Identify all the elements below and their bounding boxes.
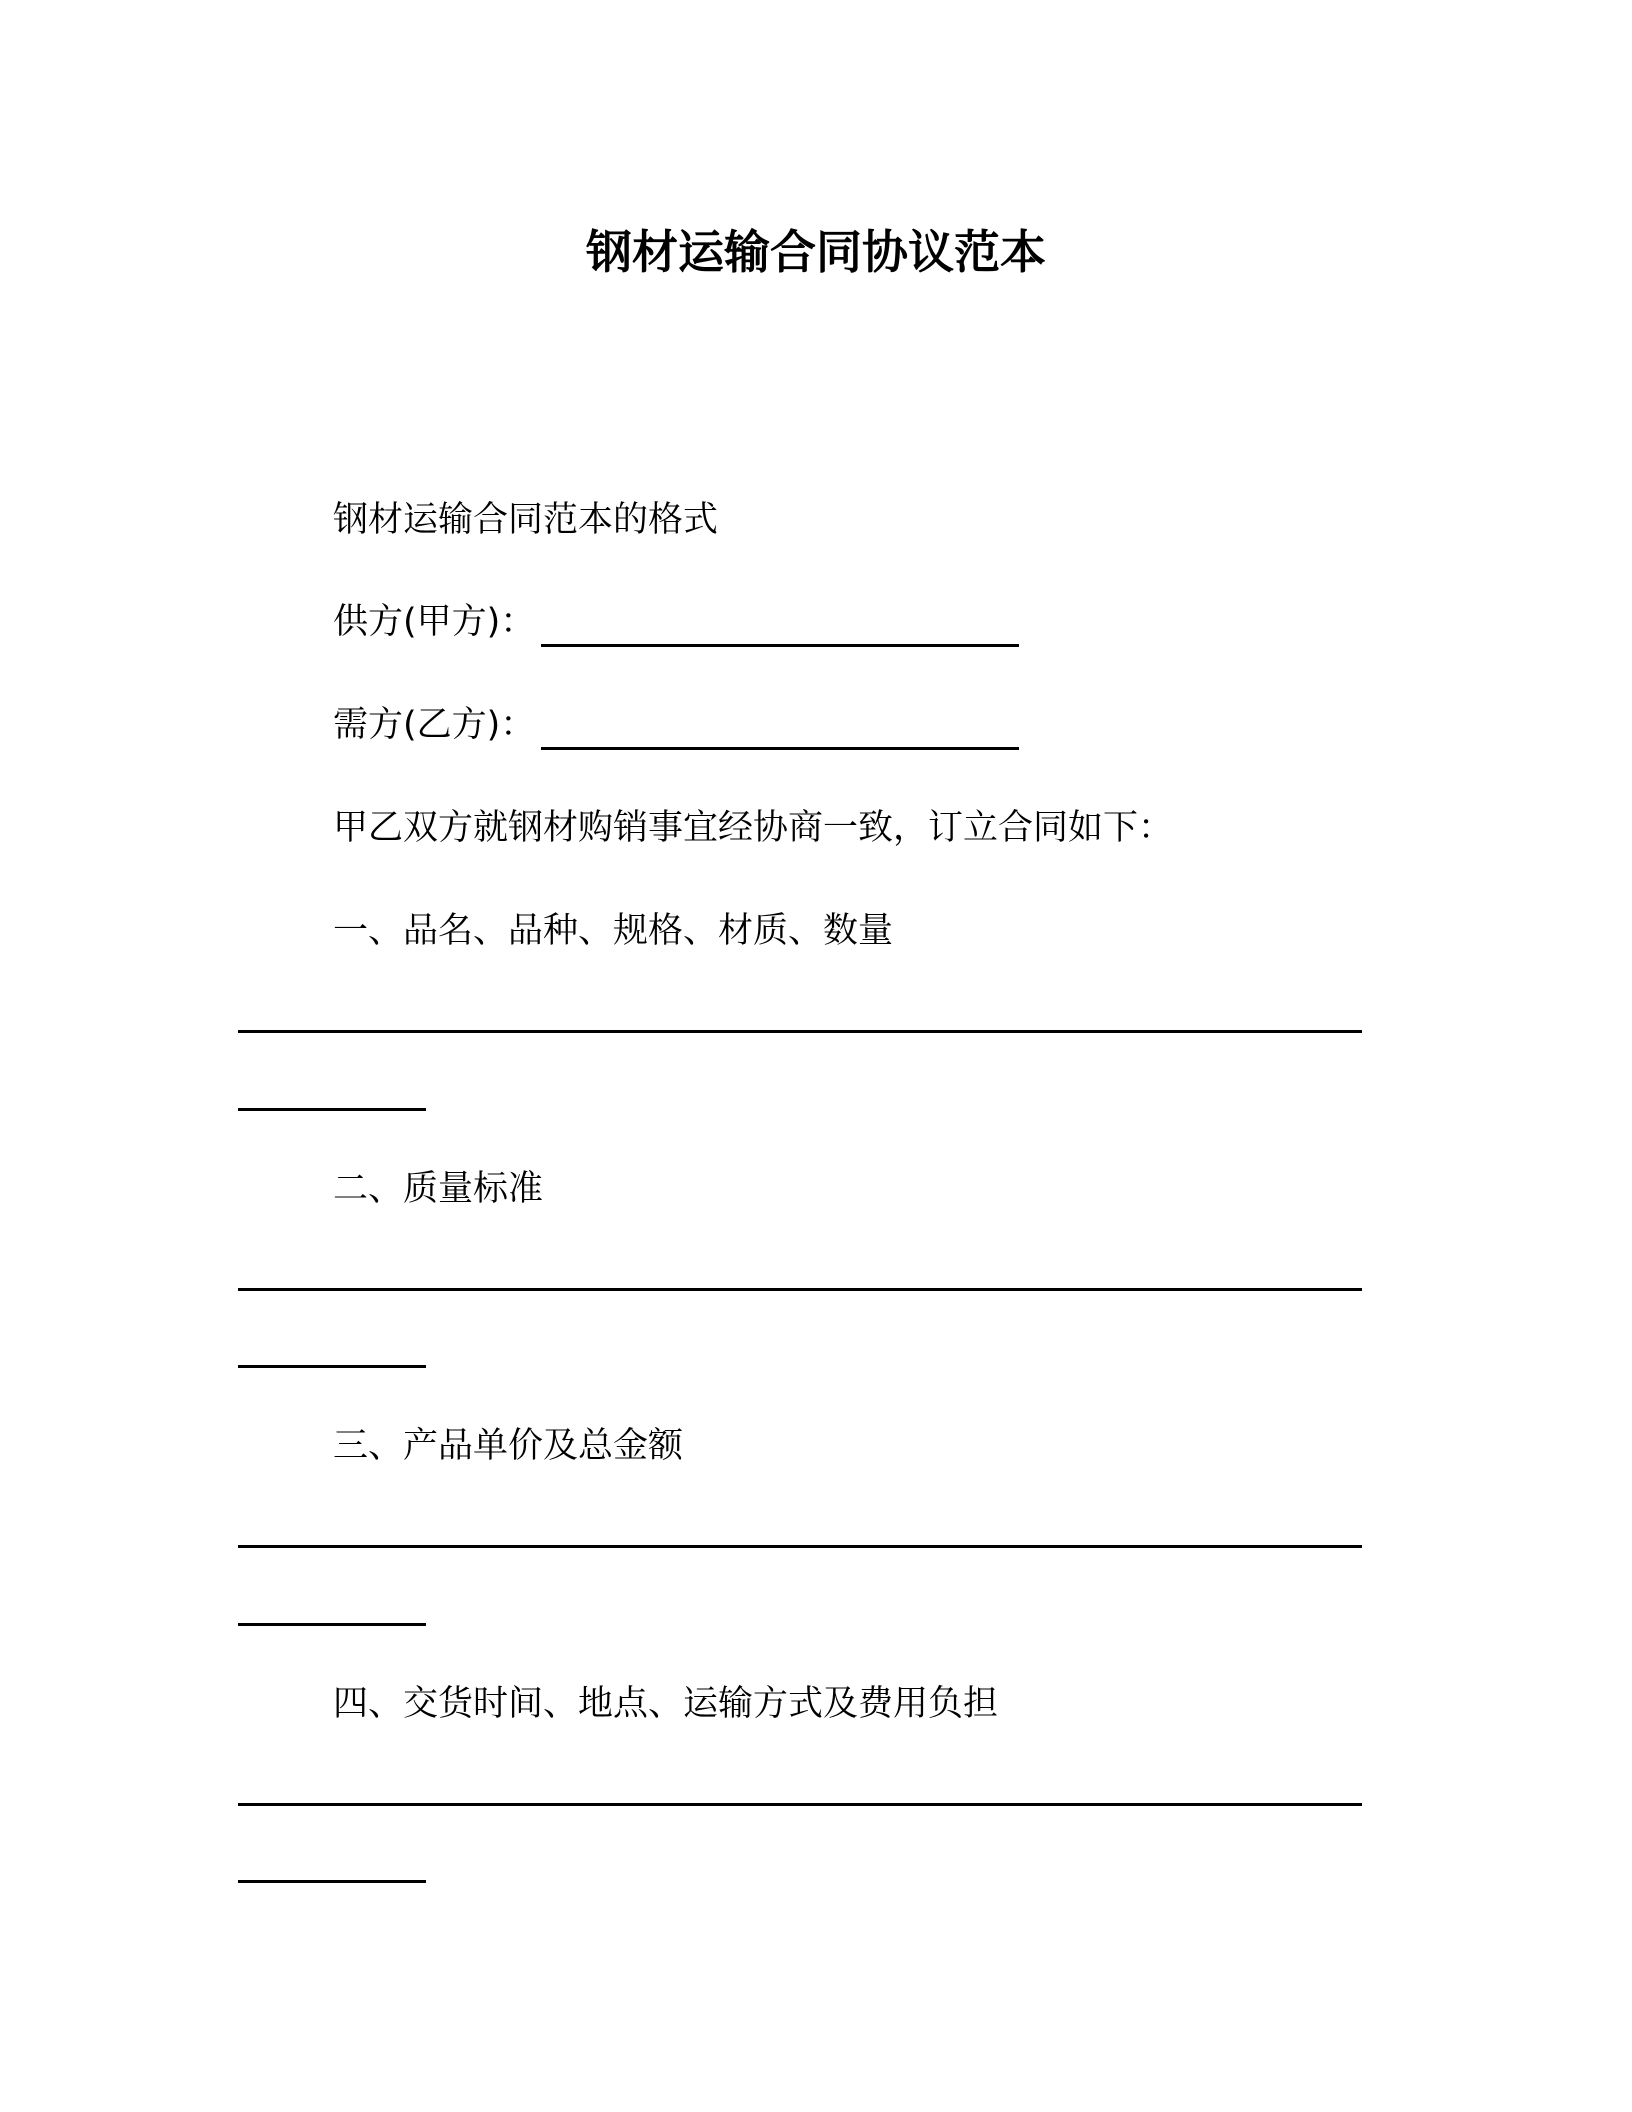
fill-in-rule (238, 1545, 1362, 1548)
fill-in-rule (238, 1288, 1362, 1291)
document-subtitle: 钢材运输合同范本的格式 (333, 500, 719, 540)
buyer-label: 需方(乙方)： (333, 705, 536, 745)
section-heading: 四、交货时间、地点、运输方式及费用负担 (333, 1684, 999, 1724)
fill-in-rule (238, 1365, 426, 1368)
section-heading: 三、产品单价及总金额 (333, 1426, 684, 1466)
section-heading: 二、质量标准 (333, 1169, 544, 1209)
fill-in-rule (238, 1030, 1362, 1033)
buyer-blank (541, 709, 1019, 750)
supplier-line (333, 597, 1019, 647)
fill-in-rule (238, 1623, 426, 1626)
fill-in-rule (238, 1880, 426, 1883)
document-title: 钢材运输合同协议范本 (586, 225, 1046, 279)
section-heading: 一、品名、品种、规格、材质、数量 (333, 911, 894, 951)
supplier-label: 供方(甲方)： (333, 602, 536, 642)
intro-paragraph: 甲乙双方就钢材购销事宜经协商一致，订立合同如下： (333, 808, 1174, 848)
fill-in-rule (238, 1108, 426, 1111)
buyer-line (333, 700, 1019, 750)
supplier-blank (541, 606, 1019, 647)
fill-in-rule (238, 1803, 1362, 1806)
